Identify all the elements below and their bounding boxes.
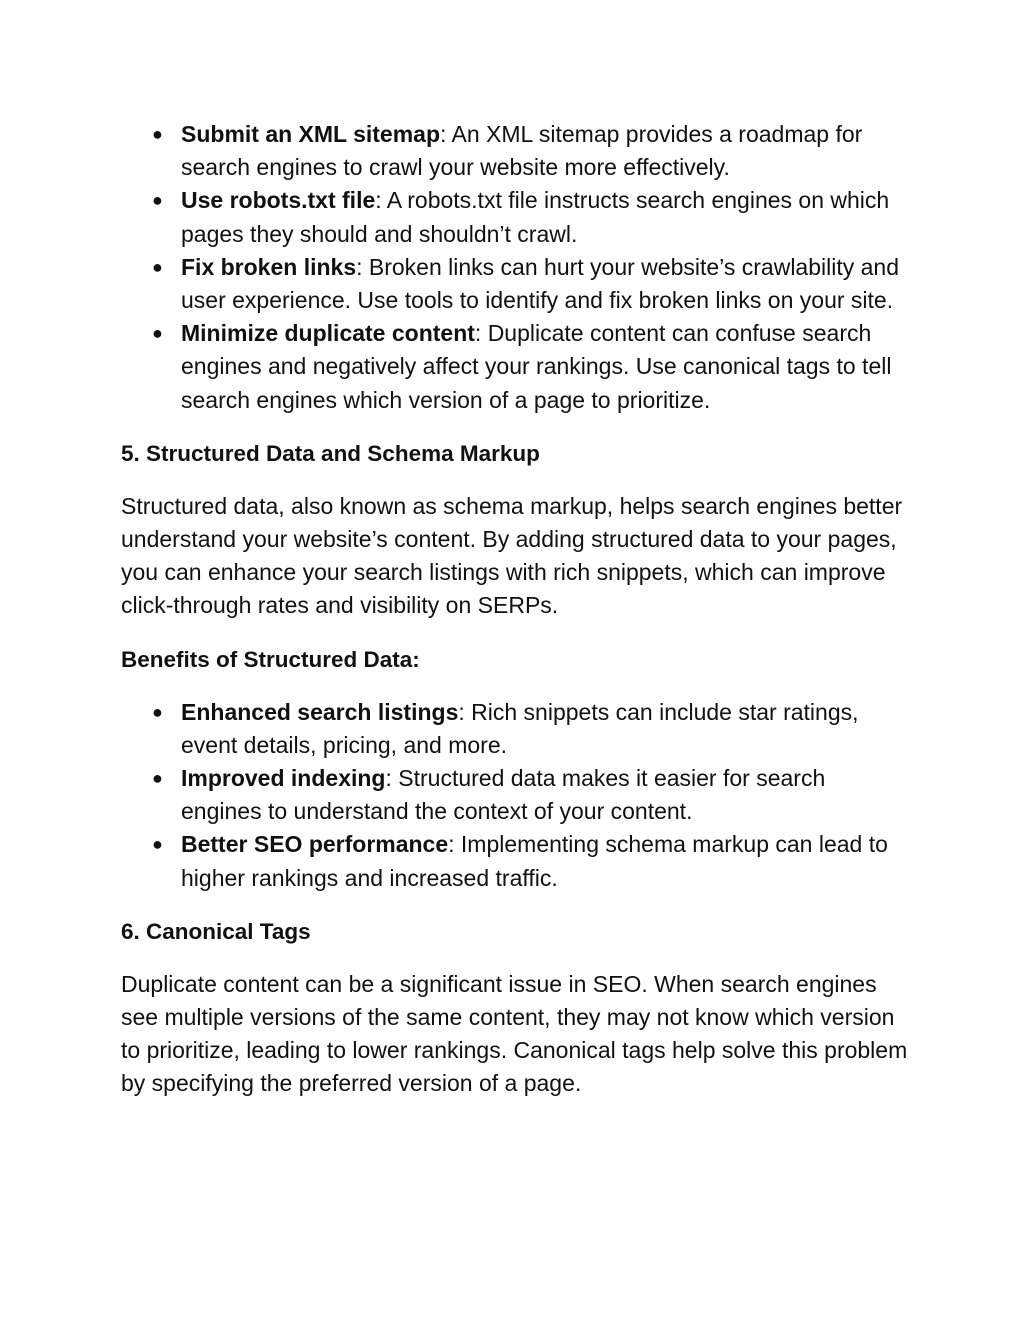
- bullet-icon: ●: [152, 256, 163, 277]
- list-item: [121, 184, 911, 250]
- crawlability-tips-list: [121, 118, 911, 417]
- list-item: [121, 317, 911, 417]
- benefits-list: [121, 696, 911, 895]
- list-item-term: Improved indexing: [181, 765, 386, 792]
- list-item-text: : A robots.txt file instructs search engines on which pages they should and shouldn’t crawl.: [181, 187, 890, 247]
- bullet-icon: ●: [152, 124, 163, 144]
- list-item-term: Enhanced search listings: [181, 698, 459, 725]
- list-item-term: Minimize duplicate content: [181, 320, 475, 347]
- section-6-paragraph: Duplicate content can be a significant issue in SEO. When search engines see multiple versions of the same content, they may not know which version to prioritize, leading to lower rankings. Canonical tags help solve this problem by specifying the preferred version of a page.: [121, 970, 908, 1097]
- list-item-text: : Broken links can hurt your website’s crawlability and user experience. Use tools to identify and fix broken links on your site.: [181, 253, 899, 314]
- section-6-heading: 6. Canonical Tags: [121, 918, 311, 944]
- list-item-term: Better SEO performance: [181, 831, 449, 858]
- document-page: [121, 118, 911, 1101]
- bullet-icon: ●: [152, 768, 163, 789]
- list-item-term: Submit an XML sitemap: [181, 121, 441, 147]
- list-item-text: : Implementing schema markup can lead to higher rankings and increased traffic.: [181, 831, 888, 891]
- list-item: [121, 762, 911, 828]
- benefits-heading: Benefits of Structured Data:: [121, 646, 420, 672]
- bullet-icon: ●: [152, 190, 163, 211]
- section-5-paragraph: Structured data, also known as schema markup, helps search engines better understand your website’s content. By adding structured data to your pages, you can enhance your search listings with rich snippets, which can improve click-through rates and visibility on SERPs.: [121, 492, 903, 619]
- list-item: [121, 251, 911, 317]
- list-item: [121, 828, 911, 894]
- list-item: [121, 696, 911, 762]
- bullet-icon: ●: [152, 701, 163, 722]
- bullet-icon: ●: [152, 323, 163, 344]
- list-item-term: Use robots.txt file: [181, 187, 376, 214]
- section-5-heading: 5. Structured Data and Schema Markup: [121, 440, 540, 466]
- list-item-text: : Rich snippets can include star ratings, event details, pricing, and more.: [181, 698, 859, 758]
- list-item-text: : Structured data makes it easier for search engines to understand the context of your content.: [181, 765, 826, 825]
- list-item-text: : Duplicate content can confuse search engines and negatively affect your rankings. Use canonical tags to tell search engines which version of a page to prioritize.: [181, 320, 892, 413]
- list-item-term: Fix broken links: [181, 253, 357, 280]
- list-item-text: : An XML sitemap provides a roadmap for search engines to crawl your website more effectively.: [181, 121, 863, 181]
- bullet-icon: ●: [152, 834, 163, 855]
- list-item: [121, 118, 911, 184]
